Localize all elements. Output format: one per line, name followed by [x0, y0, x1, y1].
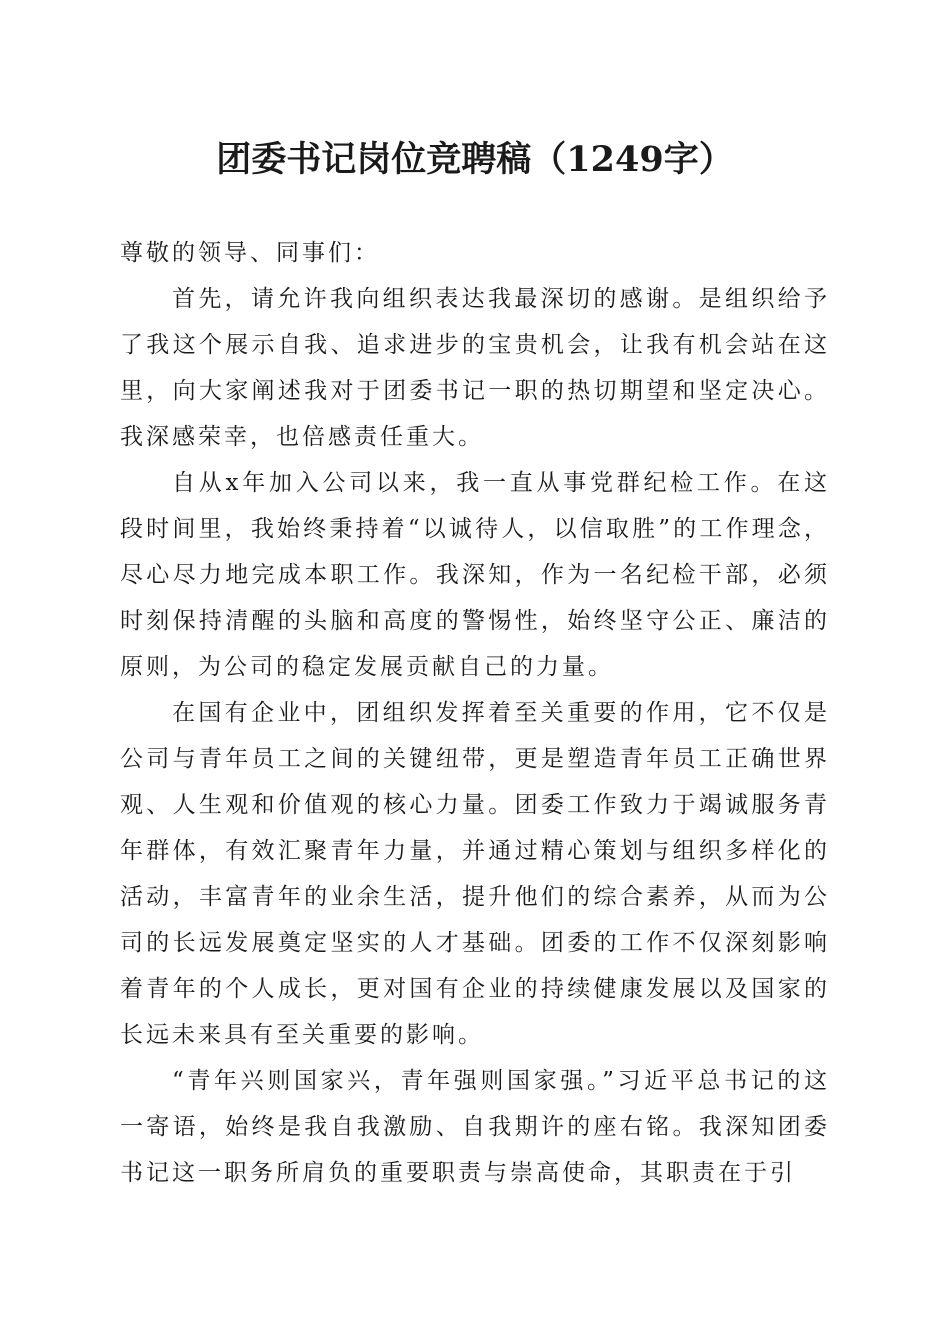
- paragraph-3: 在国有企业中，团组织发挥着至关重要的作用，它不仅是公司与青年员工之间的关键纽带，更是塑造青年员工正确世界观、人生观和价值观的核心力量。团委工作致力于竭诚服务青年群体，有效汇聚青年力量，并通过精心策划与组织多样化的活动，丰富青年的业余生活，提升他们的综合素养，从而为公司的长远发展奠定坚实的人才基础。团委的工作不仅深刻影响着青年的个人成长，更对国有企业的持续健康发展以及国家的长远未来具有至关重要的影响。: [120, 700, 830, 1048]
- paragraph-2: 自从x年加入公司以来，我一直从事党群纪检工作。在这段时间里，我始终秉持着“以诚待人，以信取胜”的工作理念，尽心尽力地完成本职工作。我深知，作为一名纪检干部，必须时刻保持清醒的头脑和高度的警惕性，始终坚守公正、廉洁的原则，为公司的稳定发展贡献自己的力量。: [120, 470, 830, 680]
- page-title: 团委书记岗位竞聘稿（1249字）: [216, 139, 734, 180]
- paragraph-1: 首先，请允许我向组织表达我最深切的感谢。是组织给予了我这个展示自我、追求进步的宝贵机会，让我有机会站在这里，向大家阐述我对于团委书记一职的热切期望和坚定决心。我深感荣幸，也倍感责任重大。: [120, 286, 830, 450]
- document-body: [120, 230, 830, 1196]
- salutation: 尊敬的领导、同事们：: [120, 240, 380, 266]
- paragraph-4: “青年兴则国家兴，青年强则国家强。”习近平总书记的这一寄语，始终是我自我激励、自我期许的座右铭。我深知团委书记这一职务所肩负的重要职责与崇高使命，其职责在于引: [120, 1068, 830, 1186]
